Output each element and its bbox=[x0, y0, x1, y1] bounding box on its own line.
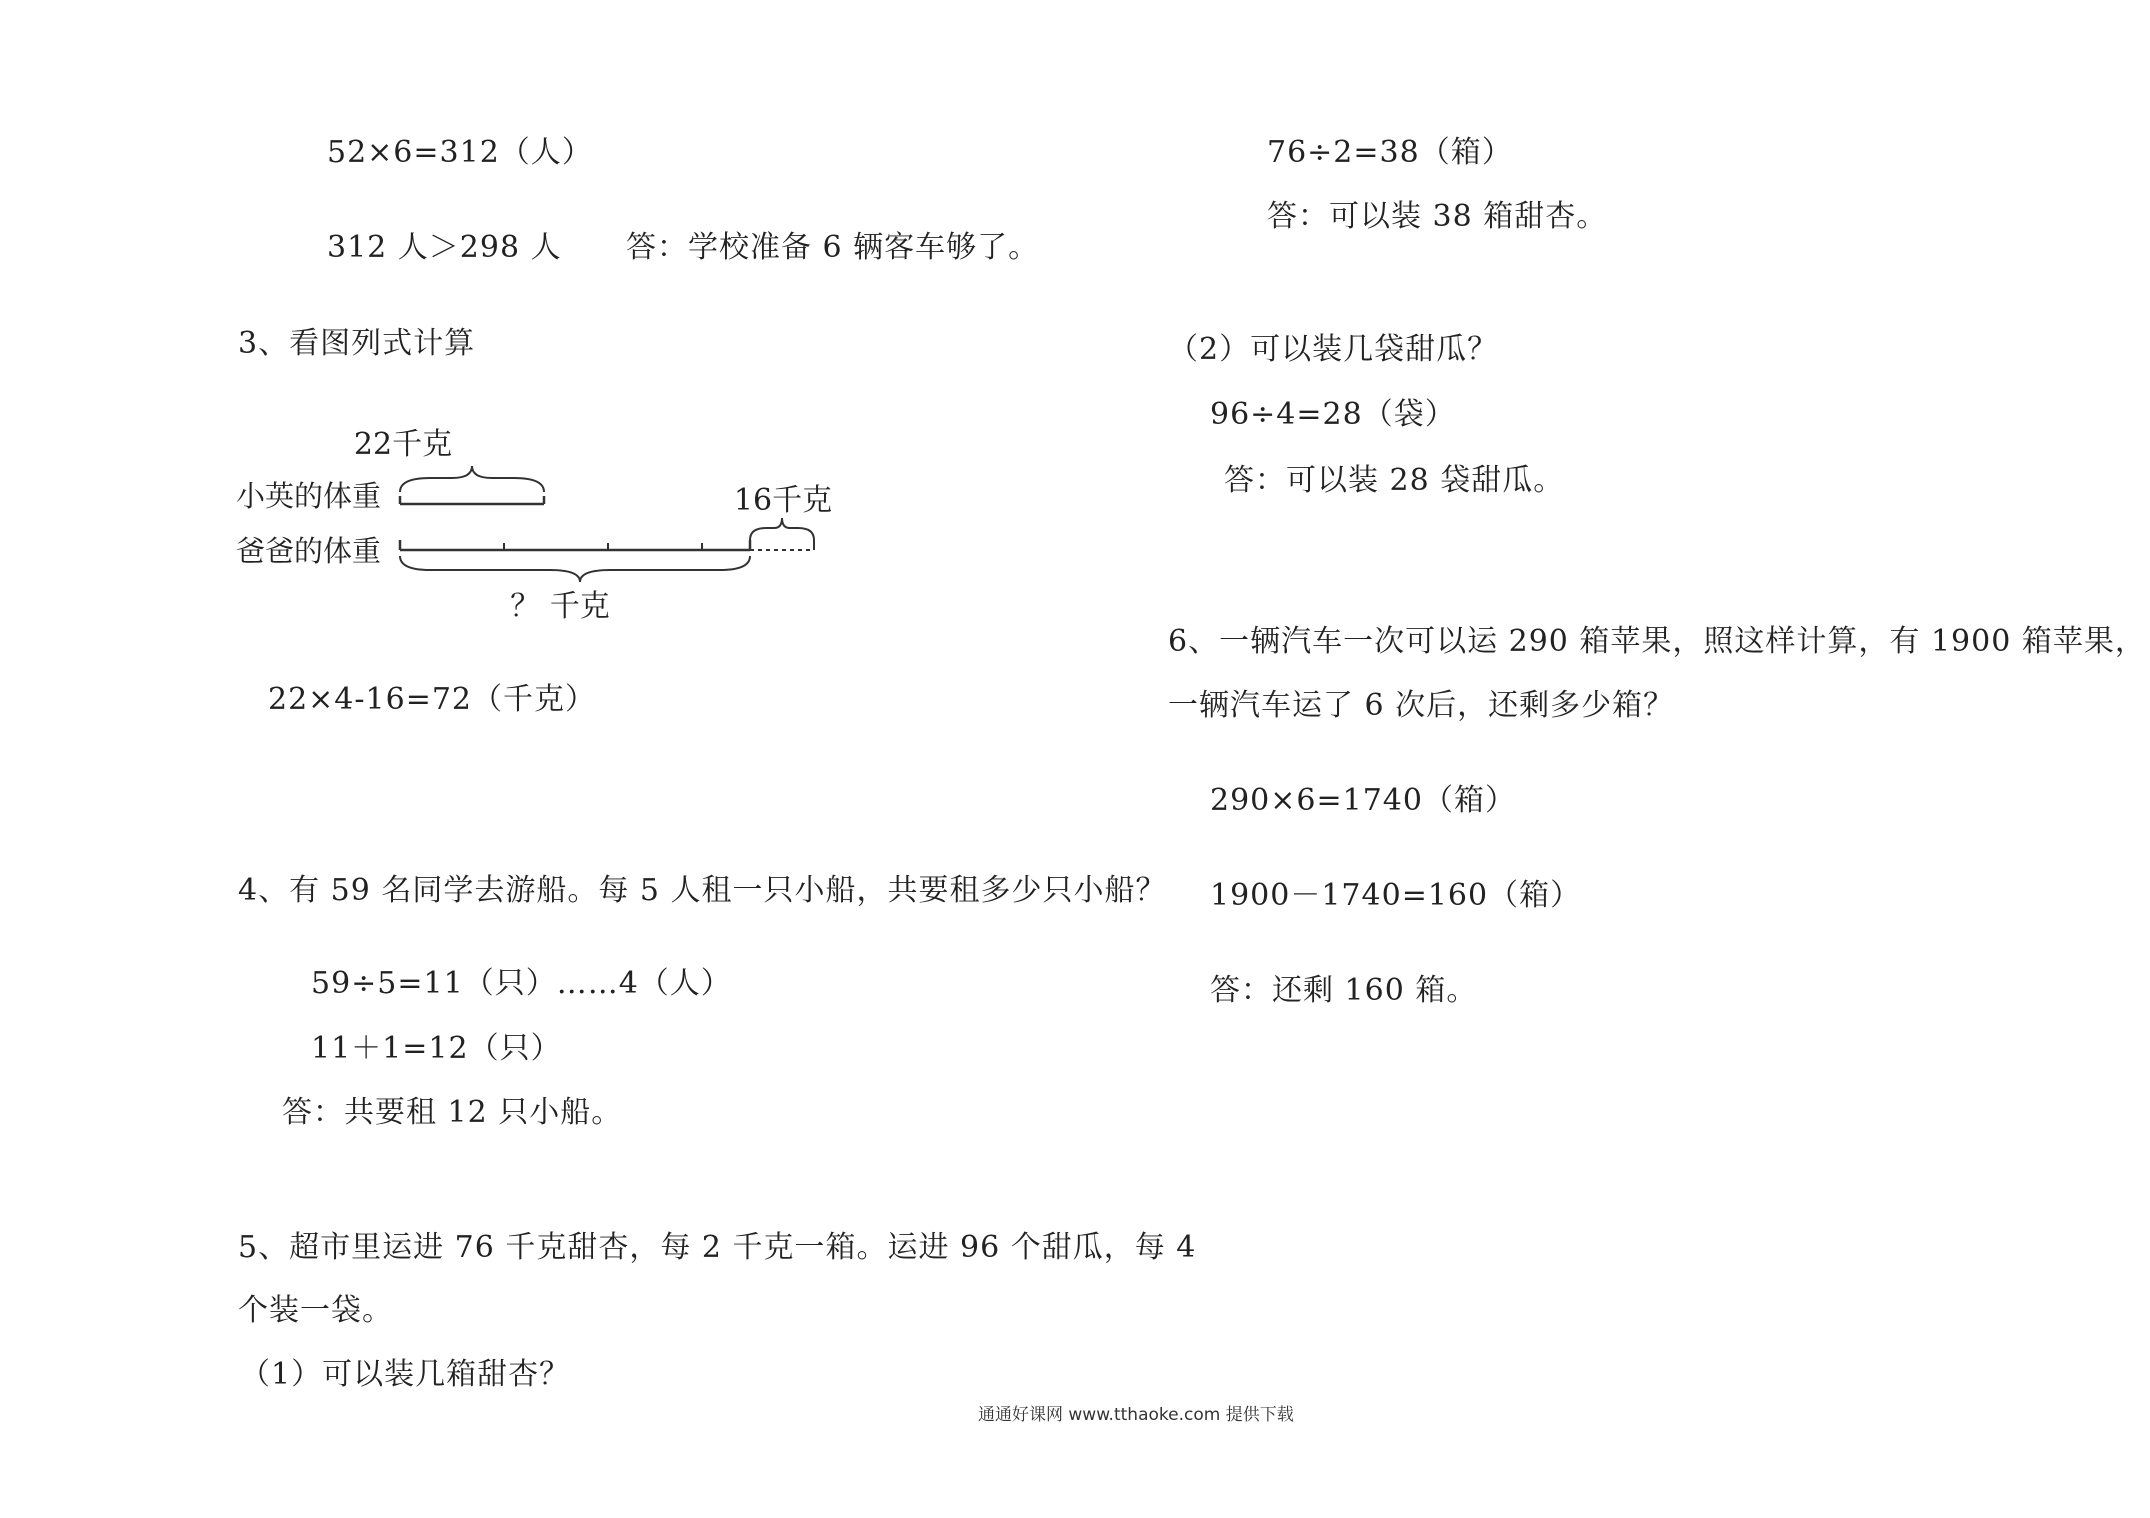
q6-question-line-1: 6、一辆汽车一次可以运 290 箱苹果，照这样计算，有 1900 箱苹果， bbox=[1168, 624, 2146, 659]
diagram-label-xiaoying: 小英的体重 bbox=[236, 479, 382, 513]
page-footer: 通通好课网 www.tthaoke.com 提供下载 bbox=[978, 1405, 1294, 1425]
q5-calc-2: 96÷4=28（袋） bbox=[1210, 397, 1456, 432]
brace-total bbox=[400, 556, 750, 582]
q3-formula: 22×4-16=72（千克） bbox=[268, 682, 597, 717]
diagram-label-baba: 爸爸的体重 bbox=[236, 534, 382, 568]
q4-calc-1: 59÷5=11（只）……4（人） bbox=[311, 966, 732, 1001]
q3-heading: 3、看图列式计算 bbox=[238, 326, 476, 361]
q5-calc-1: 76÷2=38（箱） bbox=[1267, 135, 1513, 170]
weight-comparison-diagram bbox=[230, 420, 850, 630]
brace-xiaoying bbox=[400, 466, 544, 492]
answer-bus: 答：学校准备 6 辆客车够了。 bbox=[626, 230, 1040, 265]
q4-answer: 答：共要租 12 只小船。 bbox=[282, 1095, 623, 1130]
q6-answer: 答：还剩 160 箱。 bbox=[1210, 973, 1478, 1008]
q6-calc-2: 1900－1740=160（箱） bbox=[1210, 878, 1582, 913]
q5-sub-question-2: （2）可以装几袋甜瓜？ bbox=[1168, 332, 1499, 367]
diagram-label-unknown: ？ 千克 bbox=[510, 589, 610, 624]
q5-answer-1: 答：可以装 38 箱甜杏。 bbox=[1267, 199, 1608, 234]
comparison-line: 312 人＞298 人 bbox=[327, 230, 562, 265]
q5-question-line-1: 5、超市里运进 76 千克甜杏，每 2 千克一箱。运进 96 个甜瓜，每 4 bbox=[238, 1230, 1197, 1265]
diagram-label-16kg: 16千克 bbox=[733, 483, 833, 518]
q5-sub-question-1: （1）可以装几箱甜杏？ bbox=[240, 1357, 571, 1392]
q6-question-line-2: 一辆汽车运了 6 次后，还剩多少箱？ bbox=[1168, 688, 1675, 723]
q4-calc-2: 11＋1=12（只） bbox=[311, 1031, 562, 1066]
q6-calc-1: 290×6=1740（箱） bbox=[1210, 783, 1516, 818]
q5-answer-2: 答：可以装 28 袋甜瓜。 bbox=[1224, 463, 1565, 498]
diagram-label-22kg: 22千克 bbox=[353, 427, 453, 462]
brace-extra bbox=[750, 518, 814, 540]
calc-52x6: 52×6=312（人） bbox=[327, 135, 593, 170]
q5-question-line-2: 个装一袋。 bbox=[238, 1293, 393, 1328]
q4-question: 4、有 59 名同学去游船。每 5 人租一只小船，共要租多少只小船？ bbox=[238, 873, 1167, 908]
